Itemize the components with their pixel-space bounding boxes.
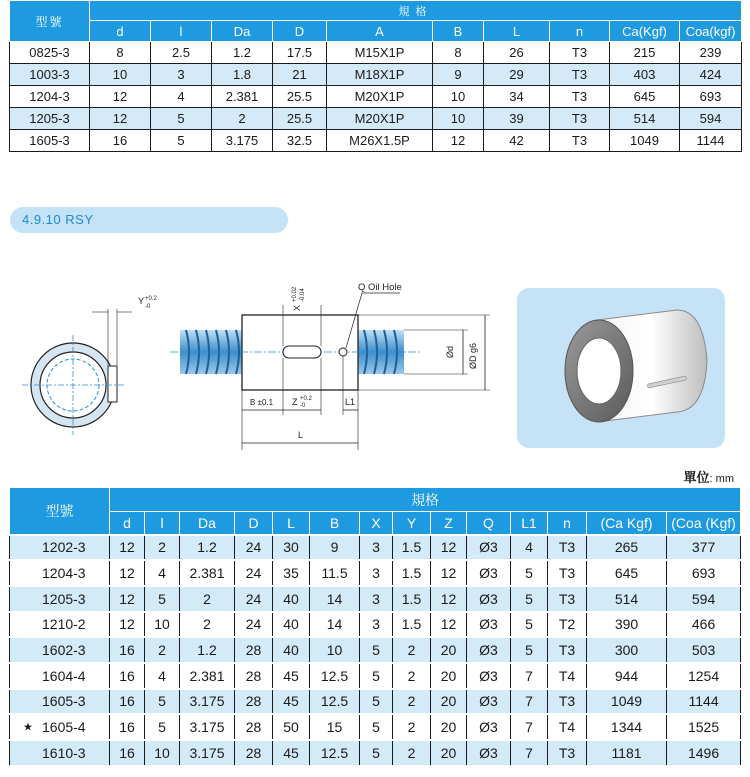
- table-cell: 29: [484, 64, 550, 86]
- table-cell: 377: [667, 535, 741, 561]
- table-cell: 24: [235, 586, 273, 612]
- model-text: 1602-3: [42, 642, 86, 659]
- y-tolerance-sub: -0: [145, 304, 151, 310]
- technical-drawing: [0, 265, 510, 465]
- table-cell: 2.381: [180, 663, 235, 689]
- table-cell: 12: [431, 535, 467, 561]
- table-cell: 10: [433, 108, 484, 130]
- table-cell: 14: [310, 586, 360, 612]
- table-cell: 466: [667, 612, 741, 638]
- table-cell: 14: [310, 612, 360, 638]
- col-header: Ca(Kgf): [610, 21, 680, 42]
- col-header: Q: [467, 512, 511, 535]
- table-cell: 2: [145, 637, 180, 663]
- table-cell: 12.5: [310, 663, 360, 689]
- table-cell: M20X1P: [327, 86, 433, 108]
- model-cell: [10, 740, 110, 766]
- table-cell: 7: [511, 740, 548, 766]
- table-cell: 39: [484, 108, 550, 130]
- model-cell: [10, 586, 110, 612]
- table-cell: 215: [610, 42, 680, 64]
- table-cell: 7: [511, 714, 548, 740]
- table-cell: 32.5: [273, 130, 327, 152]
- d-dimension-label: Ød: [445, 345, 455, 358]
- table-cell: 20: [431, 689, 467, 715]
- col-header: l: [151, 21, 212, 42]
- spec-header: 規格: [110, 488, 741, 512]
- table-cell: 1181: [587, 740, 667, 766]
- b-tolerance-label: B ±0.1: [250, 398, 274, 407]
- model-text: 1210-2: [42, 616, 86, 633]
- table-cell: 8: [433, 42, 484, 64]
- table-cell: 12: [431, 586, 467, 612]
- table-cell: 7: [511, 663, 548, 689]
- col-header: d: [90, 21, 151, 42]
- model-cell: 1205-3: [10, 108, 90, 130]
- table-cell: 2: [393, 689, 431, 715]
- table-cell: 239: [680, 42, 742, 64]
- model-cell: [10, 663, 110, 689]
- table-cell: 2.5: [151, 42, 212, 64]
- table-cell: 40: [273, 637, 310, 663]
- table-cell: 3: [151, 64, 212, 86]
- table-cell: 1.2: [180, 535, 235, 561]
- oil-hole-label: Q Oil Hole: [358, 282, 402, 293]
- table-cell: 10: [433, 86, 484, 108]
- table-cell: 20: [431, 714, 467, 740]
- table-cell: 25.5: [273, 86, 327, 108]
- table-cell: 1.2: [212, 42, 273, 64]
- table-cell: 24: [235, 535, 273, 561]
- col-header: B: [310, 512, 360, 535]
- col-header: L: [273, 512, 310, 535]
- table-cell: Ø3: [467, 586, 511, 612]
- table-cell: 5: [151, 108, 212, 130]
- table-cell: 24: [235, 612, 273, 638]
- table-cell: 594: [667, 586, 741, 612]
- table-cell: 1144: [667, 689, 741, 715]
- table-cell: 20: [431, 637, 467, 663]
- table-cell: 34: [484, 86, 550, 108]
- col-header: L1: [511, 512, 548, 535]
- table-cell: 28: [235, 714, 273, 740]
- table-cell: 12: [433, 130, 484, 152]
- table-row: [10, 612, 741, 638]
- table-cell: 3.175: [180, 689, 235, 715]
- table-cell: T3: [548, 560, 587, 586]
- table-cell: 28: [235, 740, 273, 766]
- table-cell: 2.381: [180, 560, 235, 586]
- table-cell: 10: [310, 637, 360, 663]
- table-cell: 4: [145, 560, 180, 586]
- table-cell: 1344: [587, 714, 667, 740]
- table-cell: 8: [90, 42, 151, 64]
- table-cell: 2: [393, 740, 431, 766]
- table-cell: 25.5: [273, 108, 327, 130]
- model-header: 型號: [10, 1, 90, 42]
- table-cell: 28: [235, 663, 273, 689]
- table-cell: 1144: [680, 130, 742, 152]
- table-row: [10, 586, 741, 612]
- model-cell: [10, 535, 110, 561]
- oil-hole: [339, 348, 347, 356]
- table-cell: 1496: [667, 740, 741, 766]
- table-cell: 12.5: [310, 689, 360, 715]
- table-cell: 24: [235, 560, 273, 586]
- table-cell: 7: [511, 689, 548, 715]
- end-view: [22, 296, 158, 435]
- table-cell: 15: [310, 714, 360, 740]
- table-cell: 5: [145, 714, 180, 740]
- col-header: Da: [180, 512, 235, 535]
- table-cell: 1.8: [212, 64, 273, 86]
- table-cell: M15X1P: [327, 42, 433, 64]
- table-cell: 2: [393, 663, 431, 689]
- table-cell: 5: [511, 612, 548, 638]
- table-cell: 594: [680, 108, 742, 130]
- key-slot: [283, 346, 321, 358]
- table-cell: T2: [548, 612, 587, 638]
- table-cell: T3: [550, 108, 610, 130]
- model-cell: 1605-3: [10, 130, 90, 152]
- table-row: [10, 560, 741, 586]
- top-spec-table: [9, 0, 742, 152]
- col-header: Da: [212, 21, 273, 42]
- table-cell: 2: [393, 714, 431, 740]
- model-text: 1204-3: [42, 565, 86, 582]
- table-cell: Ø3: [467, 714, 511, 740]
- col-header: (Ca Kgf): [587, 512, 667, 535]
- table-cell: 50: [273, 714, 310, 740]
- table-cell: 10: [90, 64, 151, 86]
- table-cell: 2: [212, 108, 273, 130]
- table-cell: 16: [110, 714, 145, 740]
- table-row: [10, 637, 741, 663]
- y-tolerance-sup: +0.2: [145, 296, 157, 302]
- table-cell: 2: [393, 637, 431, 663]
- z-tolerance-label: Z: [292, 397, 298, 407]
- table-cell: 403: [610, 64, 680, 86]
- table-cell: T3: [548, 689, 587, 715]
- table-cell: 12: [90, 86, 151, 108]
- table-cell: 16: [90, 130, 151, 152]
- od-dimension-label: ØD g6: [468, 342, 478, 369]
- star-icon: ★: [23, 721, 33, 734]
- table-row: [10, 86, 742, 108]
- table-cell: 944: [587, 663, 667, 689]
- unit-label: [684, 467, 734, 486]
- table-cell: 3: [360, 586, 393, 612]
- table-cell: 1254: [667, 663, 741, 689]
- table-cell: 3.175: [212, 130, 273, 152]
- z-tolerance-sup: +0.2: [300, 396, 312, 402]
- table-cell: 3: [360, 535, 393, 561]
- table-row: [10, 42, 742, 64]
- table-cell: 2.381: [212, 86, 273, 108]
- table-cell: 1.5: [393, 535, 431, 561]
- table-cell: 5: [360, 689, 393, 715]
- table-cell: 28: [235, 637, 273, 663]
- table-cell: 3.175: [180, 740, 235, 766]
- col-header: Coa(kgf): [680, 21, 742, 42]
- table-row: [10, 714, 741, 740]
- x-tolerance-label: X: [292, 304, 302, 311]
- table-cell: 35: [273, 560, 310, 586]
- table-cell: 514: [587, 586, 667, 612]
- table-cell: 5: [360, 740, 393, 766]
- col-header: Z: [431, 512, 467, 535]
- model-text: 1604-4: [42, 667, 86, 684]
- table-cell: 503: [667, 637, 741, 663]
- table-cell: M20X1P: [327, 108, 433, 130]
- table-cell: 21: [273, 64, 327, 86]
- z-tolerance-sub: -0: [300, 403, 306, 409]
- l1-label: L1: [345, 397, 356, 407]
- table-cell: 12: [110, 560, 145, 586]
- table-cell: 645: [587, 560, 667, 586]
- col-header: B: [433, 21, 484, 42]
- col-header: d: [110, 512, 145, 535]
- table-cell: 10: [145, 612, 180, 638]
- table-cell: 5: [145, 586, 180, 612]
- table-cell: T3: [548, 535, 587, 561]
- table-cell: 45: [273, 689, 310, 715]
- col-header: n: [548, 512, 587, 535]
- table-cell: 693: [680, 86, 742, 108]
- y-tolerance-label: Y: [138, 296, 145, 306]
- table-cell: T3: [548, 637, 587, 663]
- table-cell: 40: [273, 612, 310, 638]
- table-cell: T3: [550, 130, 610, 152]
- table-cell: 1049: [587, 689, 667, 715]
- table-cell: 12: [431, 612, 467, 638]
- table-cell: 1.2: [180, 637, 235, 663]
- table-cell: 3.175: [180, 714, 235, 740]
- x-tolerance-sub: -0.04: [300, 288, 306, 302]
- table-cell: 26: [484, 42, 550, 64]
- table-row: [10, 663, 741, 689]
- table-cell: M26X1.5P: [327, 130, 433, 152]
- table-cell: 390: [587, 612, 667, 638]
- table-cell: 1049: [610, 130, 680, 152]
- table-cell: 265: [587, 535, 667, 561]
- col-header: D: [235, 512, 273, 535]
- table-cell: 514: [610, 108, 680, 130]
- col-header: Y: [393, 512, 431, 535]
- table-cell: 45: [273, 663, 310, 689]
- table-cell: 2: [145, 535, 180, 561]
- table-cell: 45: [273, 740, 310, 766]
- model-cell: [10, 714, 110, 740]
- table-cell: 16: [110, 689, 145, 715]
- table-cell: 645: [610, 86, 680, 108]
- model-cell: 1204-3: [10, 86, 90, 108]
- table-cell: 1525: [667, 714, 741, 740]
- slot: [108, 366, 117, 402]
- table-cell: 1.5: [393, 586, 431, 612]
- table-cell: T3: [550, 42, 610, 64]
- model-cell: [10, 637, 110, 663]
- table-cell: 2: [180, 586, 235, 612]
- table-cell: Ø3: [467, 535, 511, 561]
- model-cell: [10, 612, 110, 638]
- table-cell: T4: [548, 663, 587, 689]
- table-cell: 5: [511, 560, 548, 586]
- model-cell: 1003-3: [10, 64, 90, 86]
- table-cell: 2: [180, 612, 235, 638]
- table-row: [10, 535, 741, 561]
- table-cell: 16: [110, 637, 145, 663]
- model-text: 1205-3: [42, 590, 86, 607]
- table-cell: 40: [273, 586, 310, 612]
- l-label: L: [298, 430, 304, 440]
- table-cell: Ø3: [467, 689, 511, 715]
- table-cell: 5: [151, 130, 212, 152]
- table-row: [10, 108, 742, 130]
- table-cell: Ø3: [467, 560, 511, 586]
- col-header: D: [273, 21, 327, 42]
- table-cell: 9: [310, 535, 360, 561]
- table-cell: 693: [667, 560, 741, 586]
- section-title: 4.9.10 RSY: [10, 207, 288, 233]
- table-cell: 16: [110, 740, 145, 766]
- unit-value: : mm: [709, 473, 734, 485]
- model-text: 1202-3: [42, 539, 86, 556]
- table-cell: Ø3: [467, 637, 511, 663]
- table-row: [10, 740, 741, 766]
- table-cell: 12.5: [310, 740, 360, 766]
- table-cell: 3: [360, 612, 393, 638]
- model-text: 1605-3: [42, 693, 86, 710]
- table-cell: 30: [273, 535, 310, 561]
- table-cell: 9: [433, 64, 484, 86]
- table-row: [10, 689, 741, 715]
- table-cell: 12: [110, 612, 145, 638]
- table-cell: 12: [110, 586, 145, 612]
- table-cell: 17.5: [273, 42, 327, 64]
- col-header: n: [550, 21, 610, 42]
- nut-illustration: [517, 288, 725, 448]
- model-cell: [10, 560, 110, 586]
- table-cell: 12: [110, 535, 145, 561]
- table-cell: 5: [511, 637, 548, 663]
- table-cell: 300: [587, 637, 667, 663]
- table-cell: 5: [511, 586, 548, 612]
- table-cell: 11.5: [310, 560, 360, 586]
- table-cell: 10: [145, 740, 180, 766]
- table-cell: 12: [431, 560, 467, 586]
- table-row: [10, 130, 742, 152]
- spec-header: 規格: [90, 1, 742, 21]
- table-cell: 424: [680, 64, 742, 86]
- table-cell: T3: [548, 740, 587, 766]
- table-cell: Ø3: [467, 740, 511, 766]
- model-text: 1610-3: [42, 744, 86, 761]
- table-cell: 1.5: [393, 560, 431, 586]
- table-cell: T3: [550, 64, 610, 86]
- table-cell: M18X1P: [327, 64, 433, 86]
- table-cell: 4: [145, 663, 180, 689]
- table-cell: 42: [484, 130, 550, 152]
- table-cell: 20: [431, 740, 467, 766]
- table-cell: 28: [235, 689, 273, 715]
- col-header: L: [484, 21, 550, 42]
- table-cell: 20: [431, 663, 467, 689]
- table-cell: 16: [110, 663, 145, 689]
- table-cell: 5: [145, 689, 180, 715]
- table-cell: T4: [548, 714, 587, 740]
- table-cell: T3: [548, 586, 587, 612]
- col-header: X: [360, 512, 393, 535]
- model-header: 型號: [10, 488, 110, 535]
- model-text: 1605-4: [42, 719, 86, 736]
- table-cell: 5: [360, 714, 393, 740]
- table-cell: 5: [360, 637, 393, 663]
- unit-label-text: 單位: [683, 470, 710, 485]
- x-tolerance-sup: +0.02: [292, 286, 298, 302]
- table-cell: 4: [511, 535, 548, 561]
- table-cell: Ø3: [467, 612, 511, 638]
- table-cell: 12: [90, 108, 151, 130]
- table-cell: Ø3: [467, 663, 511, 689]
- col-header: (Coa (Kgf): [667, 512, 741, 535]
- table-row: [10, 64, 742, 86]
- table-cell: 5: [360, 663, 393, 689]
- model-cell: [10, 689, 110, 715]
- table-cell: 1.5: [393, 612, 431, 638]
- col-header: l: [145, 512, 180, 535]
- table-cell: 4: [151, 86, 212, 108]
- product-photo: [517, 288, 725, 448]
- table-cell: T3: [550, 86, 610, 108]
- side-view: [170, 282, 490, 450]
- model-cell: 0825-3: [10, 42, 90, 64]
- bottom-spec-table: [9, 487, 741, 767]
- table-cell: 3: [360, 560, 393, 586]
- col-header: A: [327, 21, 433, 42]
